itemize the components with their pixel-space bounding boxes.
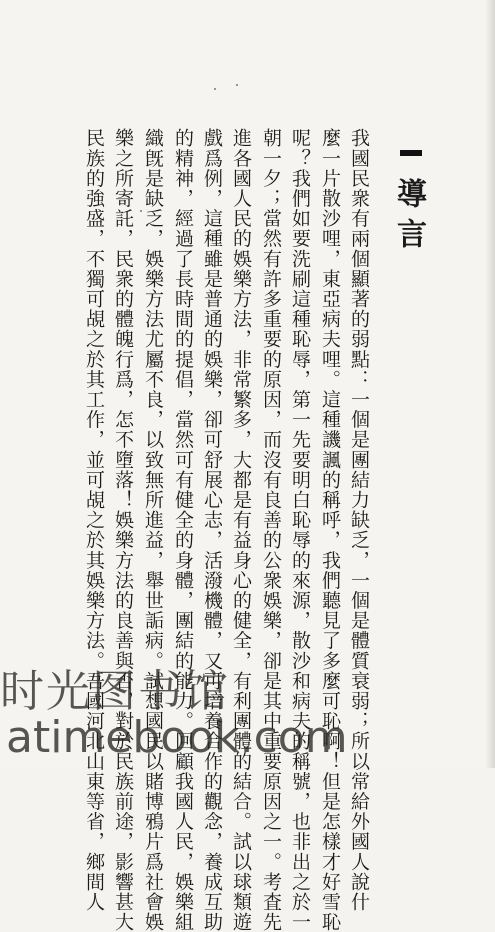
paper-speck xyxy=(214,88,216,90)
text-column-6: 戲爲例，這種雖是普通的娛樂，卻可舒展心志，活潑機體，又可培養合作的觀念，養成互助 xyxy=(201,128,223,932)
text-column-1: 我國民衆有兩個顯著的弱點：一個是團結力缺乏，一個是體質衰弱；所以常給外國人說什 xyxy=(348,128,370,912)
text-column-4: 朝一夕；當然有許多重要的原因，而沒有良善的公衆娛樂，卻是其中重要原因之一。考査先 xyxy=(260,128,282,932)
chapter-number-mark xyxy=(400,150,422,156)
chapter-title: 導言 xyxy=(391,178,426,258)
page-edge-shadow xyxy=(485,0,495,768)
text-column-8: 織旣是缺乏，娛樂方法尤屬不良，以致無所進益，舉世詬病。試想國民以賭博鴉片爲社會娛 xyxy=(142,128,164,932)
text-column-3: 呢？我們如要洗刷這種恥辱，第一先要明白恥辱的來源，散沙和病夫的稱號，也非出之於一 xyxy=(289,128,311,932)
watermark-url: atimebook.com xyxy=(6,712,348,763)
text-column-7: 的精神，經過了長時間的提倡，當然可有健全的身體，團結的能力。回顧我國人民，娛樂組 xyxy=(172,128,194,932)
text-column-2: 麼一片散沙哩，東亞病夫哩。這種譏諷的稱呼，我們聽見了多麼可恥啊！但是怎樣才好雪恥 xyxy=(319,128,341,932)
text-column-9: 樂之所寄託，民衆的體魄行爲，怎不墮落！娛樂方法的良善與否，對於民族前途，影響甚大 xyxy=(112,128,134,932)
text-column-5: 進各國人民的娛樂方法，非常繁多，大都是有益身心的健全，有利團體的結合。試以球類遊 xyxy=(230,128,252,932)
text-column-10: 民族的強盛，不獨可覘之於其工作，並可覘之於其娛樂方法。吾國河北山東等省，鄉間人 xyxy=(83,128,105,912)
paper-speck xyxy=(236,84,238,86)
watermark-site-name: 时光图书馆 xyxy=(0,666,230,717)
